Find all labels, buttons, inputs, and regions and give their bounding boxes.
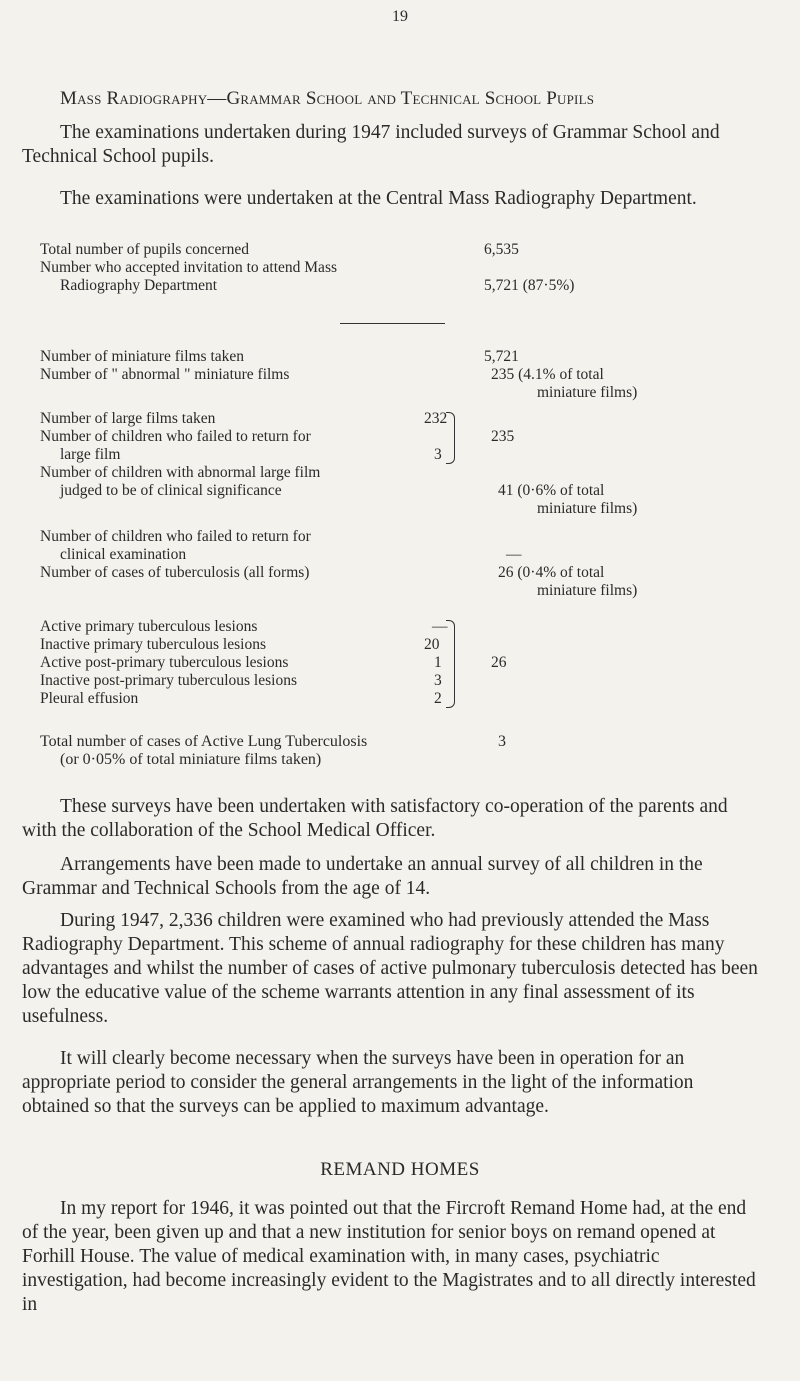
large-films-total: 235 xyxy=(491,428,515,445)
page-number: 19 xyxy=(392,8,408,25)
tb-value-cont: miniature films) xyxy=(537,582,638,599)
lesion-label: Active primary tuberculous lesions xyxy=(40,618,258,635)
summary-row1-value: 6,535 xyxy=(484,241,519,258)
lesion-label: Pleural effusion xyxy=(40,690,139,707)
abnormal-films-label: Number of " abnormal " miniature films xyxy=(40,366,290,383)
lesions-brace xyxy=(446,620,455,708)
lesion-label: Inactive post-primary tuberculous lesions xyxy=(40,672,297,689)
tb-label: Number of cases of tuberculosis (all forms) xyxy=(40,564,310,581)
abnormal-films-value: 235 (4.1% of total xyxy=(491,366,604,383)
clinical-value: 41 (0·6% of total xyxy=(498,482,605,499)
lesion-count: 3 xyxy=(434,672,442,689)
failed-clinical-label-cont: clinical examination xyxy=(60,546,187,563)
failed-large-count: 3 xyxy=(434,446,442,463)
body-paragraph-4: It will clearly become necessary when the surveys have been in operation for an appropriate period to consider the general arrangements in the light of the information obtained so that the surveys can be applied to maximum advantage. xyxy=(22,1048,694,1117)
lesions-total: 26 xyxy=(491,654,507,671)
large-films-count: 232 xyxy=(424,410,448,427)
failed-large-label-cont: large film xyxy=(60,446,121,463)
clinical-label-cont: judged to be of clinical significance xyxy=(60,482,282,499)
failed-clinical-value: — xyxy=(506,546,522,563)
separator-rule xyxy=(340,323,445,324)
active-lung-value: 3 xyxy=(498,733,506,750)
summary-row2-value: 5,721 (87·5%) xyxy=(484,277,575,294)
body-paragraph-1: These surveys have been undertaken with satisfactory co-operation of the parents and with the collaboration of the School Medical Officer. xyxy=(22,796,728,841)
remand-homes-title: REMAND HOMES xyxy=(320,1159,480,1180)
section-heading: Mass Radiography—Grammar School and Technical School Pupils xyxy=(60,88,595,109)
body-paragraph-2: Arrangements have been made to undertake an annual survey of all children in the Grammar and Technical Schools from the age of 14. xyxy=(22,854,703,899)
failed-clinical-label: Number of children who failed to return for xyxy=(40,528,311,545)
lesion-label: Active post-primary tuberculous lesions xyxy=(40,654,289,671)
active-lung-label-cont: (or 0·05% of total miniature films taken) xyxy=(60,751,322,768)
tb-value: 26 (0·4% of total xyxy=(498,564,605,581)
lesion-label: Inactive primary tuberculous lesions xyxy=(40,636,266,653)
failed-large-label: Number of children who failed to return for xyxy=(40,428,311,445)
lesion-count: 2 xyxy=(434,690,442,707)
clinical-label: Number of children with abnormal large film xyxy=(40,464,321,481)
body-paragraph-3: During 1947, 2,336 children were examined who had previously attended the Mass Radiography Department. This scheme of annual radiography for these children has many advantages and whilst the number of cases of active pulmonary tuberculosis detected has been low the educative value of the scheme warrants attention in any final assessment of its usefulness. xyxy=(22,910,758,1027)
intro-paragraph-1: The examinations undertaken during 1947 included surveys of Grammar School and Technical School pupils. xyxy=(22,122,720,167)
lesion-count: 20 xyxy=(424,636,440,653)
lesion-count: 1 xyxy=(434,654,442,671)
clinical-value-cont: miniature films) xyxy=(537,500,638,517)
remand-paragraph: In my report for 1946, it was pointed out that the Fircroft Remand Home had, at the end of the year, been given up and that a new institution for senior boys on remand opened at Forhill House. The value of medical examination with, in many cases, psychiatric investigation, had become increasingly evident to the Magistrates and to all directly interested in xyxy=(22,1198,756,1315)
large-films-label: Number of large films taken xyxy=(40,410,216,427)
abnormal-films-value-cont: miniature films) xyxy=(537,384,638,401)
miniature-films-value: 5,721 xyxy=(484,348,519,365)
summary-row2-label-cont: Radiography Department xyxy=(60,277,218,294)
summary-row2-label: Number who accepted invitation to attend Mass xyxy=(40,259,338,276)
summary-row1-label: Total number of pupils concerned xyxy=(40,241,249,258)
miniature-films-label: Number of miniature films taken xyxy=(40,348,245,365)
intro-paragraph-2: The examinations were undertaken at the Central Mass Radiography Department. xyxy=(60,188,697,209)
lesion-count: — xyxy=(432,618,448,635)
active-lung-label: Total number of cases of Active Lung Tuberculosis xyxy=(40,733,368,750)
large-films-brace xyxy=(446,412,455,464)
